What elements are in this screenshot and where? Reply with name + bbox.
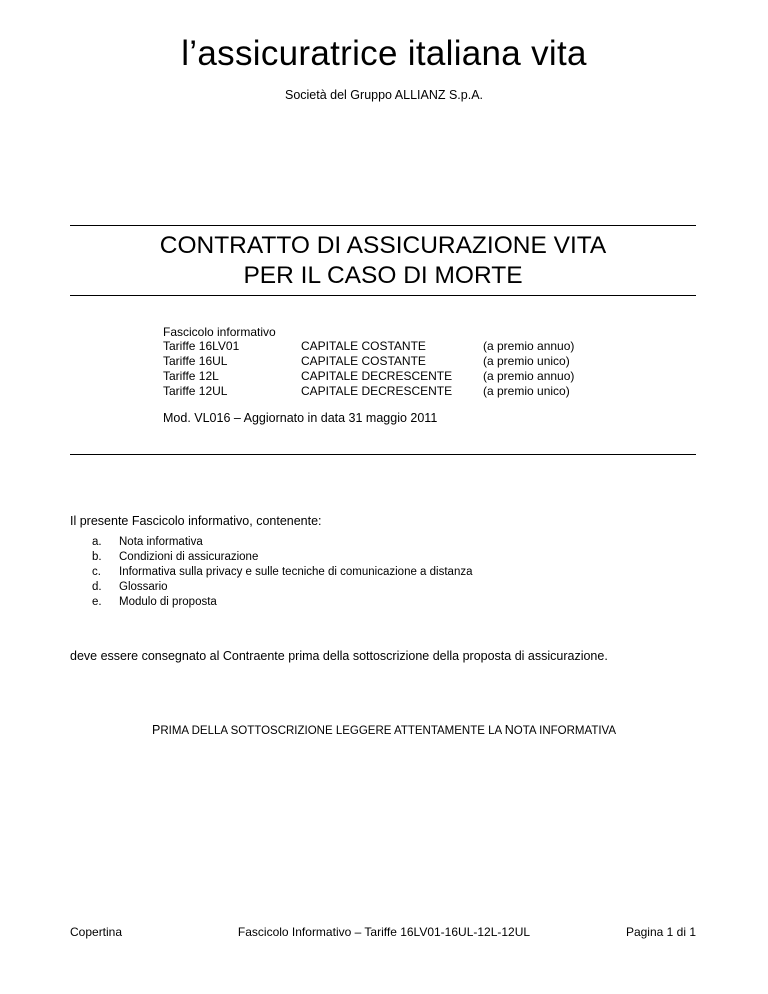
tariff-column	[163, 339, 239, 399]
list-item-text: Informativa sulla privacy e sulle tecniche di comunicazione a distanza	[119, 566, 473, 578]
notice-text: RIMA DELLA SOTTOSCRIZIONE LEGGERE ATTENTAMENTE LA	[160, 725, 505, 737]
list-marker: b.	[92, 551, 102, 563]
fascicolo-label: Fascicolo informativo	[163, 325, 276, 339]
footer-document: Fascicolo Informativo – Tariffe 16LV01-16UL-12L-12UL	[237, 925, 531, 939]
list-item-text: Condizioni di assicurazione	[119, 551, 259, 563]
list-marker: e.	[92, 596, 102, 608]
premium-type: (a premio unico)	[483, 354, 570, 368]
document-title-line2: PER IL CASO DI MORTE	[243, 262, 523, 289]
tariff-name: Tariffe 16LV01	[163, 339, 240, 353]
list-item	[92, 595, 473, 610]
capital-type: CAPITALE DECRESCENTE	[301, 384, 453, 398]
list-item-text: Glossario	[119, 581, 168, 593]
capital-type: CAPITALE DECRESCENTE	[301, 369, 453, 383]
tariff-name: Tariffe 12UL	[163, 384, 228, 398]
contents-intro: Il presente Fascicolo informativo, contenente:	[70, 514, 322, 528]
list-item-text: Nota informativa	[119, 536, 203, 548]
reading-notice	[0, 723, 768, 737]
premium-type: (a premio annuo)	[483, 369, 575, 383]
list-item-text: Modulo di proposta	[119, 596, 217, 608]
title-divider	[70, 295, 696, 296]
delivery-statement: deve essere consegnato al Contraente prima della sottoscrizione della proposta di assicurazione.	[70, 649, 608, 663]
capital-type: CAPITALE COSTANTE	[301, 354, 426, 368]
document-title-line1: CONTRATTO DI ASSICURAZIONE VITA	[159, 232, 607, 259]
capital-type: CAPITALE COSTANTE	[301, 339, 426, 353]
tariff-name: Tariffe 16UL	[163, 354, 228, 368]
notice-text: OTA INFORMATIVA	[513, 725, 617, 737]
list-item	[92, 550, 473, 565]
tariff-name: Tariffe 12L	[163, 369, 219, 383]
top-divider	[70, 225, 696, 226]
premium-type: (a premio annuo)	[483, 339, 575, 353]
group-affiliation: Società del Gruppo ALLIANZ S.p.A.	[284, 88, 484, 102]
capital-column	[301, 339, 452, 399]
list-marker: c.	[92, 566, 101, 578]
list-item	[92, 565, 473, 580]
list-item	[92, 580, 473, 595]
details-divider	[70, 454, 696, 455]
premium-type: (a premio unico)	[483, 384, 570, 398]
list-item	[92, 535, 473, 550]
notice-initial: N	[504, 723, 514, 737]
list-marker: a.	[92, 536, 102, 548]
list-marker: d.	[92, 581, 102, 593]
contents-list	[92, 535, 473, 610]
premium-column	[483, 339, 574, 399]
model-revision: Mod. VL016 – Aggiornato in data 31 maggio 2011	[163, 411, 438, 425]
footer-section: Copertina	[70, 925, 123, 939]
notice-initial: P	[151, 723, 161, 737]
footer-page-number: Pagina 1 di 1	[625, 925, 696, 939]
company-name: l’assicuratrice italiana vita	[181, 34, 587, 73]
